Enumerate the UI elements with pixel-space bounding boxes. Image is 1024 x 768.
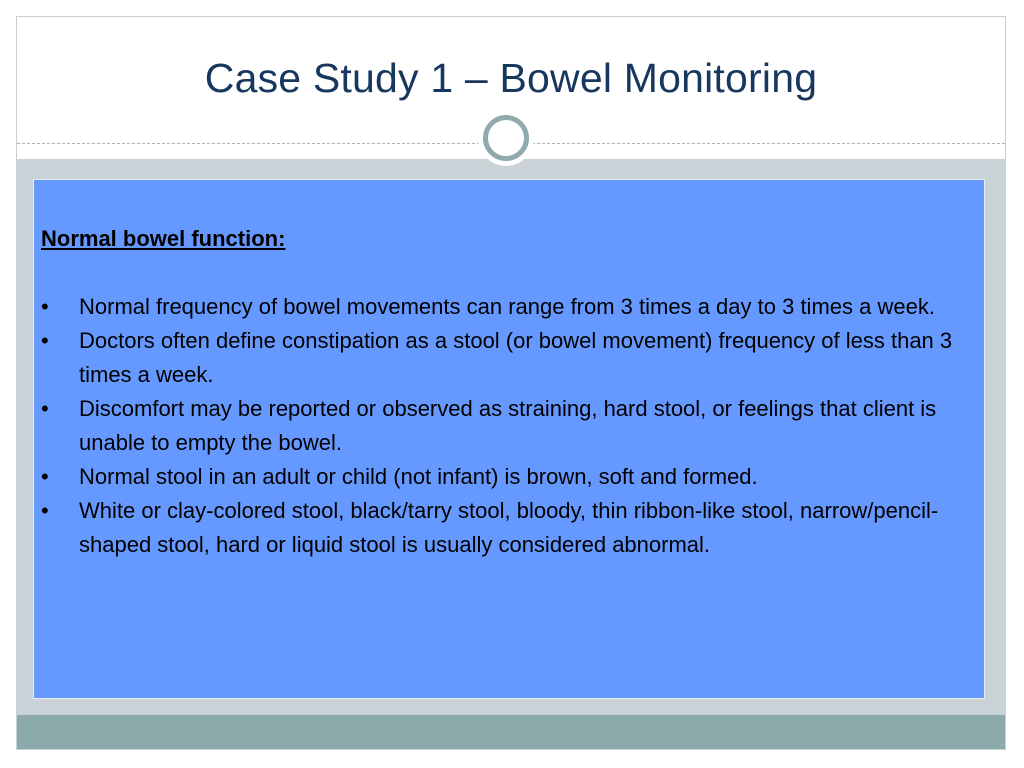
bullet-text: White or clay-colored stool, black/tarry stool, bloody, thin ribbon-like stool, narrow/pencil-shaped stool, hard or liquid stool is usually considered abnormal. bbox=[79, 498, 939, 557]
slide bbox=[16, 16, 1006, 750]
bullet-item bbox=[41, 460, 971, 494]
section-heading: Normal bowel function: bbox=[41, 226, 286, 251]
bullet-text: Discomfort may be reported or observed as straining, hard stool, or feelings that client is unable to empty the bowel. bbox=[79, 396, 937, 455]
body-panel bbox=[17, 159, 1005, 715]
bullet-item bbox=[41, 494, 971, 562]
bullet-item bbox=[41, 290, 971, 324]
ring-ornament-icon bbox=[483, 115, 529, 161]
bullet-text: Doctors often define constipation as a stool (or bowel movement) frequency of less than 3 times a week. bbox=[79, 328, 953, 387]
bullet-icon: • bbox=[41, 464, 49, 489]
bullet-icon: • bbox=[41, 328, 49, 353]
bullet-icon: • bbox=[41, 396, 49, 421]
bullet-text: Normal frequency of bowel movements can range from 3 times a day to 3 times a week. bbox=[79, 294, 935, 319]
bullet-list bbox=[41, 290, 971, 562]
bullet-icon: • bbox=[41, 294, 49, 319]
content-box bbox=[33, 179, 985, 699]
bullet-text: Normal stool in an adult or child (not infant) is brown, soft and formed. bbox=[79, 464, 758, 489]
bullet-item bbox=[41, 324, 971, 392]
footer-bar bbox=[17, 715, 1005, 749]
bullet-icon: • bbox=[41, 498, 49, 523]
bullet-item bbox=[41, 392, 971, 460]
slide-title: Case Study 1 – Bowel Monitoring bbox=[204, 55, 818, 101]
